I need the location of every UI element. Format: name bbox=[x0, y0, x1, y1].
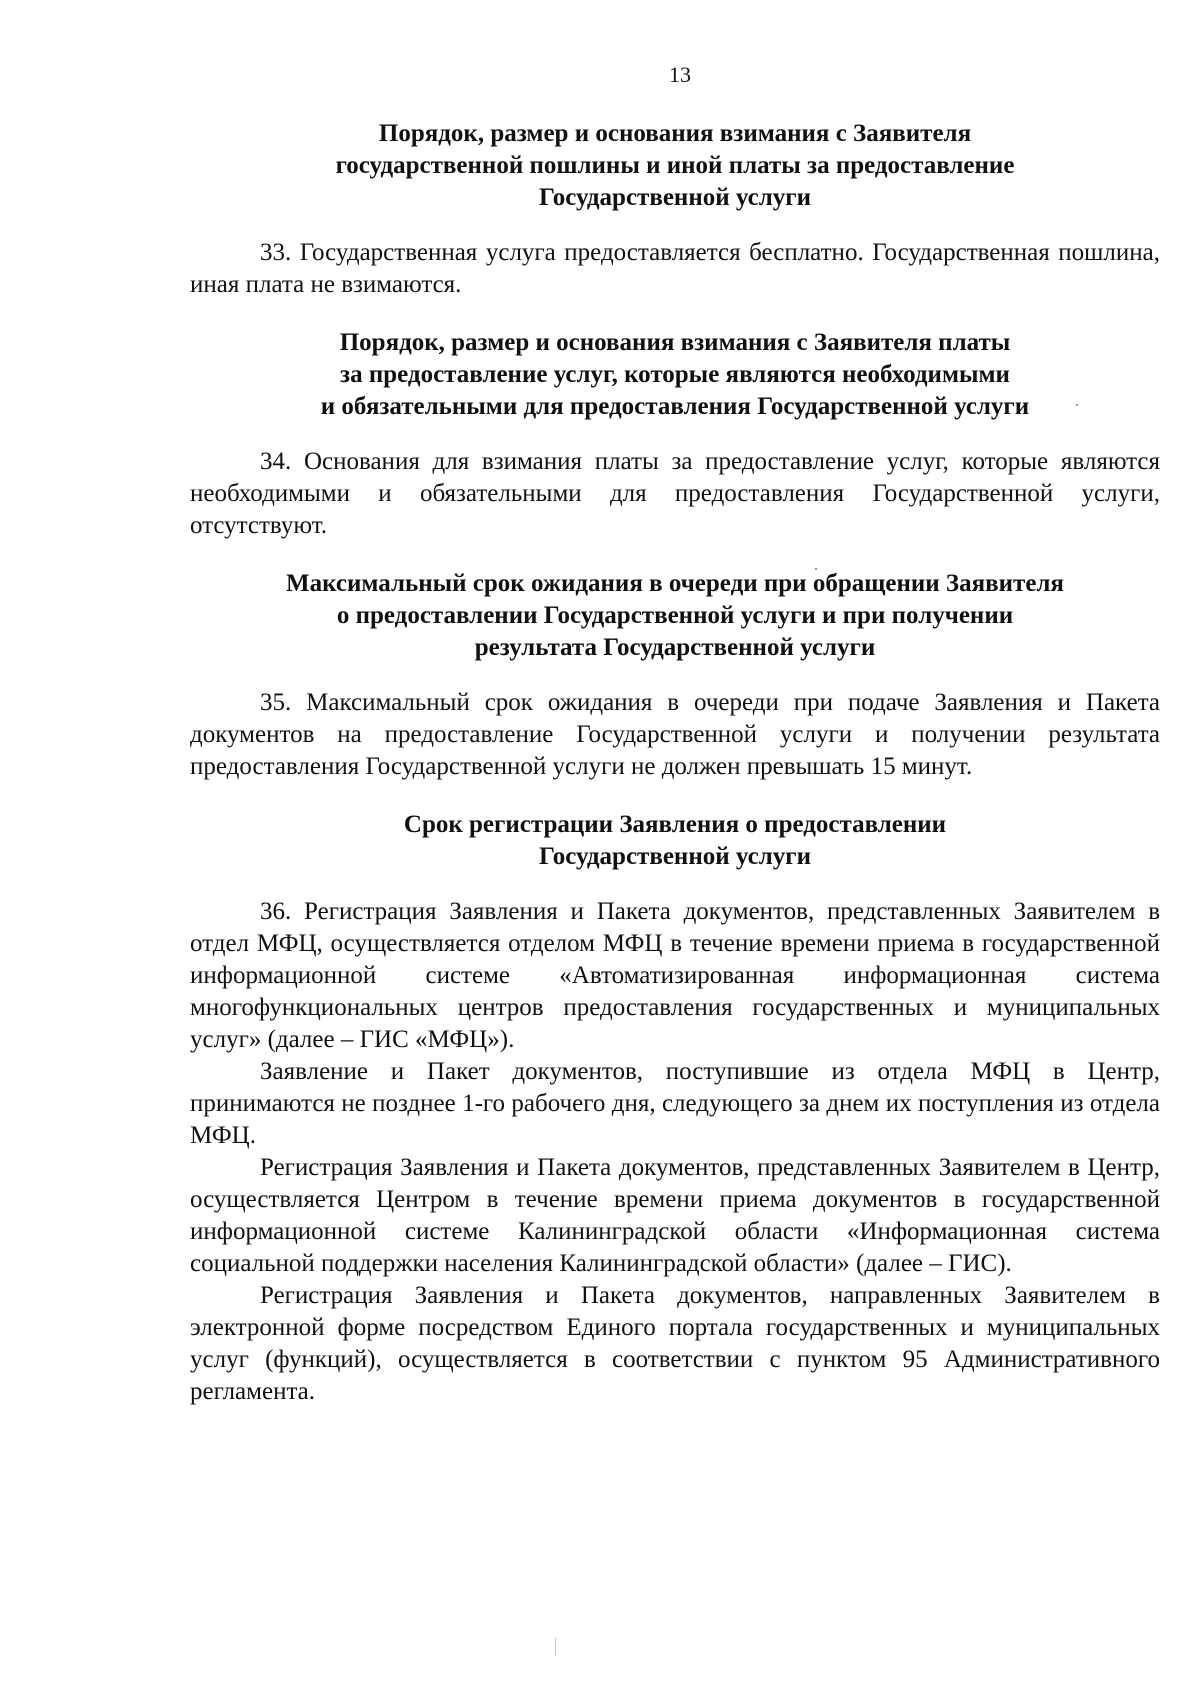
section-max-waiting-time bbox=[190, 568, 1160, 783]
section-heading bbox=[190, 568, 1160, 664]
heading-line: Порядок, размер и основания взимания с Заявителя bbox=[378, 120, 972, 147]
scan-speck bbox=[1076, 404, 1078, 406]
heading-line: Порядок, размер и основания взимания с Заявителя платы bbox=[339, 329, 1011, 356]
page-number: 13 bbox=[669, 62, 691, 87]
scan-speck bbox=[555, 1638, 556, 1656]
heading-line: Государственной услуги bbox=[539, 184, 811, 211]
heading-line: Государственной услуги bbox=[539, 843, 811, 870]
section-fee-required-services bbox=[190, 327, 1160, 542]
heading-line: государственной пошлины и иной платы за предоставление bbox=[335, 152, 1015, 179]
paragraph-34: 34. Основания для взимания платы за предоставление услуг, которые являются необходимыми и обязательными для предоставления Государственной услуги, отсутствуют. bbox=[190, 448, 1160, 539]
section-heading bbox=[190, 809, 1160, 873]
heading-line: и обязательными для предоставления Государственной услуги bbox=[320, 393, 1030, 420]
paragraph-35: 35. Максимальный срок ожидания в очереди при подаче Заявления и Пакета документов на предоставление Государственной услуги и получении результата предоставления Государственной услуги не должен превышать 15 минут. bbox=[190, 689, 1160, 780]
heading-line: о предоставлении Государственной услуги и при получении bbox=[336, 602, 1014, 629]
section-heading bbox=[190, 118, 1160, 214]
heading-line: за предоставление услуг, которые являются необходимыми bbox=[340, 361, 1010, 388]
heading-line: Срок регистрации Заявления о предоставлении bbox=[403, 811, 947, 838]
section-registration-period bbox=[190, 809, 1160, 1408]
document-body bbox=[190, 118, 1160, 1408]
paragraph-36: 36. Регистрация Заявления и Пакета документов, представленных Заявителем в отдел МФЦ, осуществляется отделом МФЦ в течение времени приема в государственной информационной системе «Автоматизированная информационная система многофункциональных центров предоставления государственных и муниципальных услуг» (далее – ГИС «МФЦ»). bbox=[190, 898, 1160, 1053]
paragraph-33: 33. Государственная услуга предоставляется бесплатно. Государственная пошлина, иная плата не взимаются. bbox=[190, 239, 1160, 298]
section-fee-state-duty bbox=[190, 118, 1160, 301]
paragraph-36-electronic-registration: Регистрация Заявления и Пакета документов, направленных Заявителем в электронной форме посредством Единого портала государственных и муниципальных услуг (функций), осуществляется в соответствии с пунктом 95 Административного регламента. bbox=[190, 1282, 1160, 1405]
paragraph-36-center-registration: Регистрация Заявления и Пакета документов, представленных Заявителем в Центр, осуществляется Центром в течение времени приема документов в государственной информационной системе Калининградской области «Информационная система социальной поддержки населения Калининградской области» (далее – ГИС). bbox=[190, 1154, 1160, 1277]
heading-line: результата Государственной услуги bbox=[474, 634, 876, 661]
paragraph-36-mfc-transfer: Заявление и Пакет документов, поступившие из отдела МФЦ в Центр, принимаются не позднее 1-го рабочего дня, следующего за днем их поступления из отдела МФЦ. bbox=[190, 1058, 1160, 1149]
scan-speck bbox=[815, 568, 817, 570]
heading-line: Максимальный срок ожидания в очереди при обращении Заявителя bbox=[286, 570, 1064, 597]
section-heading bbox=[190, 327, 1160, 423]
